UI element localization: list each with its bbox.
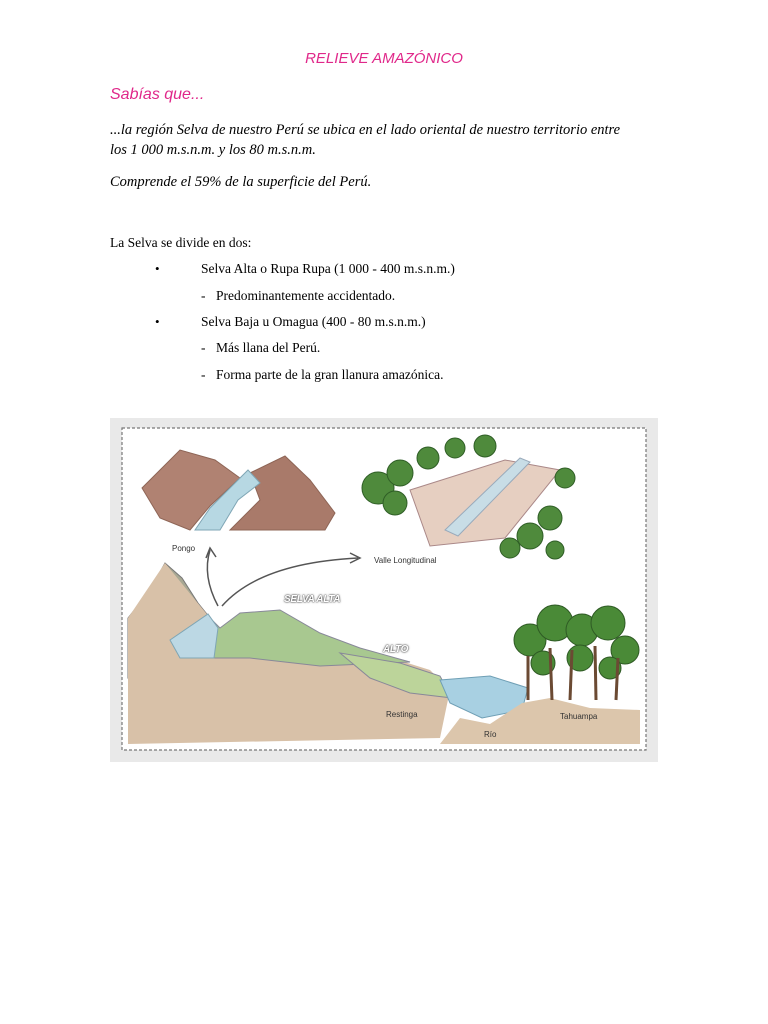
dash: - — [201, 340, 206, 355]
label-tahuampa: Tahuampa — [560, 712, 598, 721]
section-label: Selva Baja u Omagua (400 - 80 m.s.n.m.) — [201, 314, 426, 329]
page-title: RELIEVE AMAZÓNICO — [305, 50, 463, 67]
bullet: • — [155, 261, 160, 276]
dash: - — [201, 288, 206, 303]
list-item — [0, 261, 768, 281]
label-restinga: Restinga — [386, 710, 418, 719]
section-label: Selva Alta o Rupa Rupa (1 000 - 400 m.s.n.m.) — [201, 261, 455, 276]
bullet: • — [155, 314, 160, 329]
surface-paragraph: Comprende el 59% de la superficie del Perú. — [110, 174, 372, 190]
intro-line-1: ...la región Selva de nuestro Perú se ubica en el lado oriental de nuestro territorio entre — [110, 122, 621, 138]
list-item — [0, 367, 768, 387]
section-detail: Forma parte de la gran llanura amazónica. — [216, 367, 444, 382]
relief-drawing — [110, 418, 658, 762]
list-item — [0, 314, 768, 334]
dash: - — [201, 367, 206, 382]
list-item — [0, 340, 768, 360]
label-pongo: Pongo — [172, 544, 196, 553]
section-detail: Más llana del Perú. — [216, 340, 321, 355]
label-valle: Valle Longitudinal — [374, 556, 437, 565]
relief-illustration — [110, 418, 658, 762]
label-rio: Río — [484, 730, 497, 739]
list-item — [0, 288, 768, 308]
intro-paragraph — [110, 120, 670, 160]
section-detail: Predominantemente accidentado. — [216, 288, 396, 303]
label-alto: ALTO — [383, 644, 409, 655]
subtitle: Sabías que... — [110, 86, 205, 103]
label-selva-alta: SELVA ALTA — [284, 594, 341, 605]
divides-heading: La Selva se divide en dos: — [110, 235, 252, 250]
intro-line-2: los 1 000 m.s.n.m. y los 80 m.s.n.m. — [110, 142, 316, 158]
